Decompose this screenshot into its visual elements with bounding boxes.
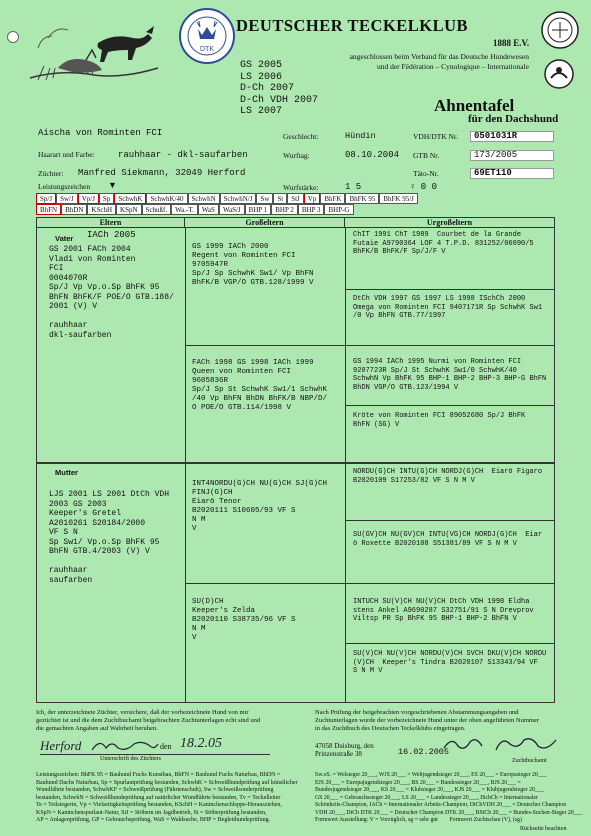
club-affiliation-2: und der Fédération – Cynologique – Internationale [376,62,529,71]
vdh-value: 0501031R [474,131,518,141]
row-divider [345,643,554,644]
fci-seal [538,10,582,50]
granddam-paternal: FACh 1998 GS 1998 IACh 1999 Queen von Rominten FCI 9605836R Sp/J Sp St SchwhK Sw1/1 SchwhK /40 Vp BhFN BhDN BhFK/B NBP/D/ O POE/O GTB.114/1998 V [192,359,328,412]
sign-date: 18.2.05 [180,736,222,751]
hand-note: LS 2007 [240,106,283,117]
office-signature [440,732,560,756]
lz-badge: WaS/J [219,204,245,215]
hand-note: D-Ch VDH 2007 [240,94,319,106]
lz-badge: KSchH [87,204,116,215]
legend-right: Sw.oS. = Welsieger 20___, WJS 20___ = Weltjugendsieger 20___, ES 20___ = Europasieger 20___ EJS 20___ = Europajugendsieger 20___, BS 20___ = Bundessieger 20___, BJS 20___ = Bundesjugendsieger 20___, KS 20___ = Klubsieger 20___, KJS 20___ = Klubjugendsieger 20___ GS 20___ = Gebrauchssieger 20___, LS 20___ = Landessieger 20___, ISchCh = Internationaler Schönheits-Champion, IACh = Internationaler Arbeits-Champion, DtChVDH 20___ = Deutscher Champion VDH 20___, DtCh DTK 20___ = Deutscher Champion DTK 20___, BSiCh 20___ = Bundes-Suchen-Sieger 20___ Formwert Ausstellung: V = Vorzüglich, sg = sehr gut Formwert Zuchtschau (V), (sg) [315,772,583,823]
great-grandparent: Kröte von Rominten FCI 89052680 Sp/J BhFK BhFN (SG) V [353,412,526,429]
lz-label: Leistungszeichen [38,182,91,191]
gtb-label: GTB Nr. [413,151,440,160]
breeder-value: Manfred Siekmann, 32049 Herford [78,168,246,178]
whelped-value: 08.10.2004 [345,150,400,160]
doc-subtitle: für den Dachshund [468,113,559,125]
whelped-label: Wurftag: [283,151,310,160]
lz-badge: BHP 3 [298,204,325,215]
lz-badge: Sw/J [56,193,78,204]
tattoo-value: 69ET110 [474,168,512,178]
sire-label: Vater [55,234,74,243]
lz-badge: BhFN [36,204,61,215]
lz-badge: BHP 1 [245,204,272,215]
lz-badge: SchwhK/40 [146,193,187,204]
dog-name: Aischa von Rominten FCI [38,128,163,138]
great-grandparent: INTUCH SU(V)CH NU(V)CH DtCh VDH 1998 Eldha stens Ankel A9690287 S32751/91 S N Drevprov Viltsp PR Sp BhFK 95 BHP-1 BHP-2 BhFN V [353,598,534,623]
seal-abbr: DTK [200,46,214,53]
office-caption: Zuchtbuchamt [512,758,547,764]
gtb-value: 173/2005 [474,150,518,160]
lz-badge: BHP-G [324,204,353,215]
sign-den: den [160,742,172,751]
great-grandparent: SU(V)CH NU(V)CH NORDU(V)CH SVCH DKU(V)CH NORDU (V)CH Keeper's Tindra B2020107 S13343/94 VF S N M V [353,650,547,675]
breeder-signature [90,736,160,754]
hand-note: LS 2006 [240,71,283,83]
hand-note: GS 2005 [240,60,283,71]
coat-value: rauhhaar - dkl-saufarben [118,150,248,160]
grandsire-paternal: GS 1999 IACh 2000 Regent von Rominten FCI 9705947R Sp/J Sp SchwhK Sw1/ Vp BhFN BhFK/B VGP/O GTB.128/1999 V [192,243,314,287]
row-divider [345,520,554,521]
lz-badge: Sp/J [36,193,56,204]
great-grandparent: SU(GV)CH NU(GV)CH INTU(VG)CH NORDJ(G)CH Eiar ö Roxette B2020108 S51381/89 VF S N M V [353,531,543,548]
lz-badge: BHP 2 [271,204,298,215]
lz-badge: KSpN [116,204,142,215]
lz-row-2 [36,204,354,215]
club-name: DEUTSCHER TECKELKLUB [236,16,469,35]
hunting-scene-illustration [28,8,163,88]
row-divider [345,405,554,406]
vdh-label: VDH/DTK Nr. [413,132,458,141]
vdh-seal [540,58,578,90]
lz-arrow-icon: ▼ [108,180,117,190]
great-grandparent: GS 1994 IACh 1995 Nurmi von Rominten FCI 9207723R Sp/J St SchwhK Sw1/0 SchwhK/40 SchwhN Vp BhFK 95 BHP-1 BHP-2 BHP-3 BHP-G BhFN BhDN VGP/O GTB.123/1994 V [353,358,547,392]
header-parents: Eltern [37,218,185,228]
office-date: 16.02.2005 [398,747,450,757]
lz-badge: Sp [99,193,114,204]
sire-titles: IACh 2005 [87,230,136,240]
club-affiliation-1: angeschlossen beim Verband für das Deutsche Hundewesen [349,52,529,61]
row-divider [185,345,554,346]
lz-badge: Sw [256,193,273,204]
sign-line [40,754,270,755]
lz-badge: Vp/J [78,193,99,204]
litter-sex: ♀ 0 0 [410,182,438,192]
lz-badge: BhDN [61,204,87,215]
doc-title: Ahnentafel [434,96,515,115]
sign-caption: Unterschrift des Züchters [100,756,161,762]
col-divider [185,228,186,702]
hand-notes [240,60,318,118]
office-street: Prinzenstraße 38 [315,750,362,758]
lz-badge: SchwhN [188,193,220,204]
header-grandparents: Großeltern [185,218,345,228]
lz-badge: Schußf. [142,204,172,215]
office-declaration: Nach Prüfung der beigebrachten vorgeschriebenen Abstammungsangaben und Zuchtunterlagen wurde der vorbezeichnete Hund unter der oben angeführten Nummer in das Zuchtbuch des Deutschen Teckelklubs eingetragen. [315,709,539,732]
great-grandparent: NORDU(G)CH INTU(G)CH NORDJ(G)CH Eiarö Figaro B2020109 S17253/82 VF S N M V [353,468,543,485]
grandsire-maternal: INT4NORDU(G)CH NU(G)CH SJ(G)CH FINJ(G)CH Eiarö Tenor B2020111 S10605/93 VF S N M V [192,480,328,533]
lz-badge: StJ [287,193,304,204]
sign-place: Herford [40,738,82,753]
breeder-label: Züchter: [38,169,64,178]
lz-badge: Vp [304,193,321,204]
great-grandparent: DtCh VDH 1997 GS 1997 LS 1998 ISchCh 2000 Omega von Rominten FCI 9407171R Sp SchwhK Sw1 /0 Vp BhFN GTB.77/1997 [353,295,543,320]
lz-badge: SchwhK [114,193,146,204]
row-divider [345,289,554,290]
lz-badge: BhFK 95 [345,193,379,204]
sire-details: GS 2001 FACh 2004 Vladi von Rominten FCI 0004070R Sp/J Vp Vp.o.Sp BhFK 95 BhFN BhFK/F POE/O GTB.188/ 2001 (V) V rauhhaar dkl-saufarben [49,245,174,340]
col-divider [345,228,346,702]
rueckseite-note: Rückseite beachten [520,826,567,832]
lz-badge: SchwhN/J [220,193,257,204]
tattoo-label: Täto-Nr. [413,169,439,178]
header-great: Urgroßeltern [345,218,554,228]
pedigree-grid [36,217,555,703]
breeder-declaration: Ich, der unterzeichnete Züchter, versichere, daß der vorbezeichnete Hund von mir gezüchtet ist und die dem Zuchtbuchamt beigebrachten Zuchtunterlagen echt sind und die gemachten Angaben auf Wahrheit beruhen. [36,709,261,732]
dam-details: LJS 2001 LS 2001 DtCh VDH 2003 GS 2003 Keeper's Gretel A2010261 S20184/2000 VF S N Sp Sw1/ Vp.o.Sp BhFK 95 BhFN GTB.4/2003 (V) V rauhhaar saufarben [49,490,170,585]
punch-hole [7,31,19,43]
hand-note: D-Ch 2007 [240,83,295,94]
litter-value: 1 5 [345,182,362,192]
row-divider [185,583,554,584]
legend-left: Leistungszeichen: BhFK 95 = Bauhund Fuchs Kunstbau, BhFN = Bauhund Fuchs Naturbau, BhDN = Bauhund Dachs Naturbau, Sp = Spurlautprüfung bestanden, SchwhK = Schweißhundprüfung auf künstlicher Wundfährte bestanden, SchwhKF = Schweißprüfung (Fährtenschuh), Sw = Schweißsonderprüfung bestanden, SchwhN = Schweißhundeprüfung auf natürlicher Wundfährte bestanden, Tv = Teckelleiter Te = Teilsiegerin, Vp = Vielseitigkeitsprüfung bestanden, KSchH = Kaninchenschleppe-Herausziehen, KSpN = Kaninchenspurlaut-Natur, StJ = Stöbern im Jagdbetrieb, St = Stöberprüfung bestanden, AP = Anlagenprüfung, GP = Gebrauchsprüfung, WaS = Waldsuche, BHP = Begleithundeprüfung. [36,772,298,823]
office-address: 47058 Duisburg, den [315,742,374,750]
great-grandparent: ChIT 1991 ChT 1989 Courbet de la Grande Futaie A9790364 LOF 4 T.P.D. 831252/06090/5 BhFK/B BhFK/F Sp/J/F V [353,231,534,256]
lz-badge: BhFK 95/J [379,193,418,204]
lz-badge: BhFK [320,193,345,204]
lz-row-1 [36,193,418,204]
coat-label: Haarart und Farbe: [38,150,95,159]
litter-label: Wurfstärke: [283,183,319,192]
club-founded: 1888 E.V. [493,38,530,48]
dtk-seal [178,7,236,65]
row-divider [37,462,554,464]
lz-badge: WaS [198,204,219,215]
lz-badge: St [273,193,287,204]
granddam-maternal: SU(D)CH Keeper's Zelda B2020110 S38735/96 VF S N M V [192,598,296,642]
sex-value: Hündin [345,131,376,141]
lz-badge: Wa.-T. [171,204,198,215]
sex-label: Geschlecht: [283,132,319,141]
dam-label: Mutter [55,468,78,477]
